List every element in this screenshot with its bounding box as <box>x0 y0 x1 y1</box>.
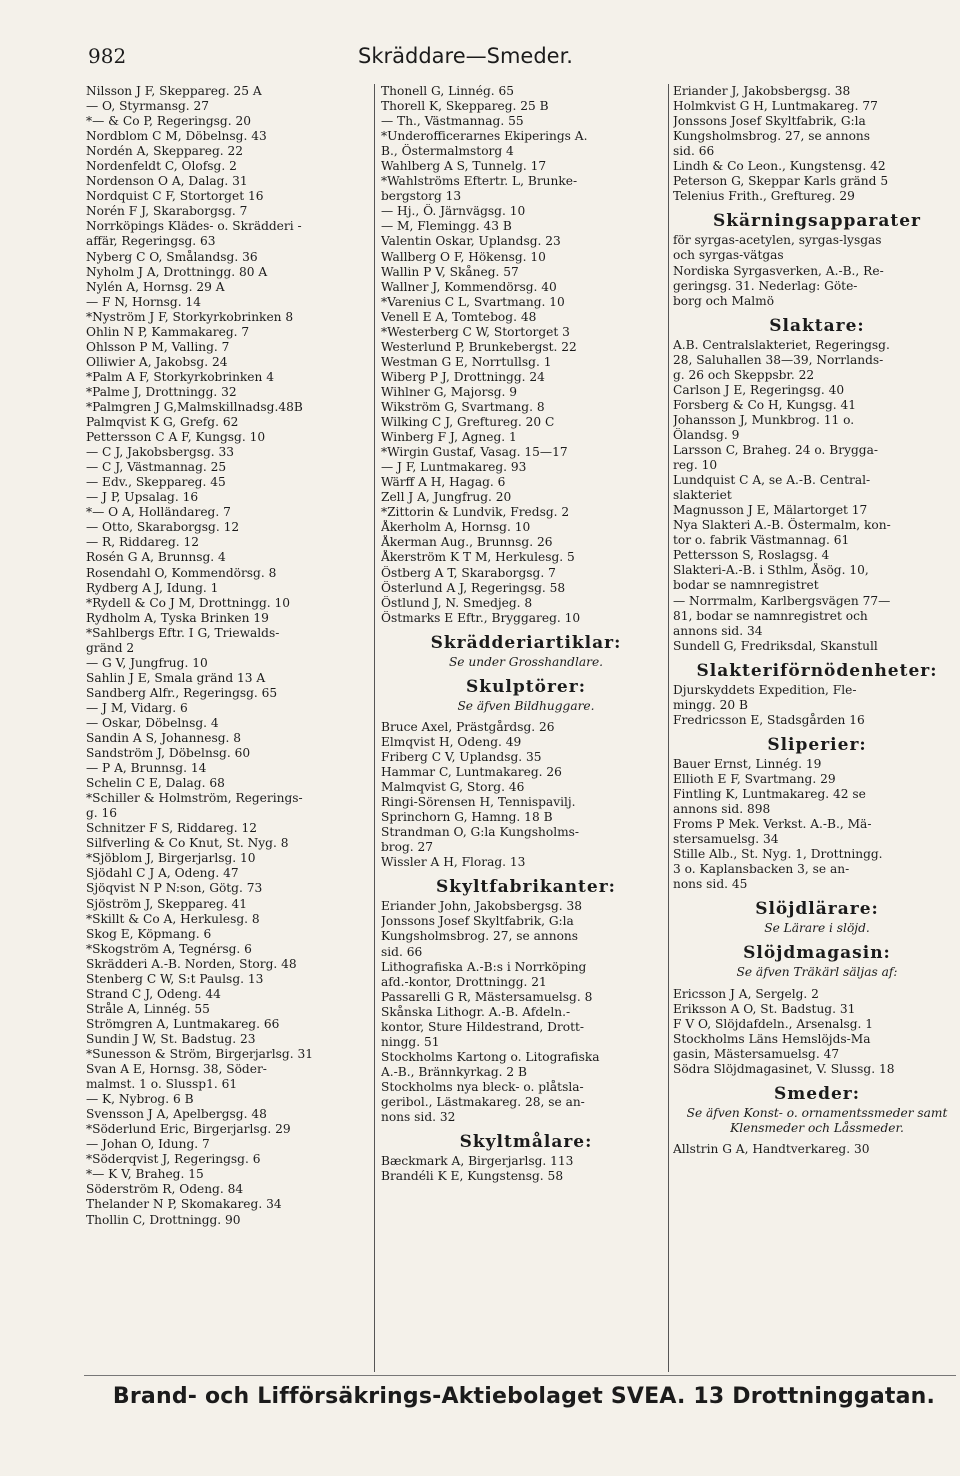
list-item: *Skillt & Co A, Herkulesg. 8 <box>86 911 260 926</box>
directory-list <box>673 1142 960 1157</box>
list-item: Sandberg Alfr., Regeringsg. 65 <box>86 685 278 700</box>
list-item: Ohlsson P M, Valling. 7 <box>86 339 230 354</box>
section-heading: Skulptörer: <box>466 676 586 697</box>
list-item: Stenberg C W, S:t Paulsg. 13 <box>86 971 264 986</box>
column-3 <box>668 84 960 1372</box>
list-item: Palmqvist K G, Grefg. 62 <box>86 415 239 430</box>
list-item: Venell E A, Tomtebog. 48 <box>381 309 537 324</box>
list-item: Nyholm J A, Drottningg. 80 A <box>86 264 268 279</box>
list-item: affär, Regeringsg. 63 <box>86 234 216 249</box>
list-item: Froms P Mek. Verkst. A.-B., Mä- <box>673 817 872 832</box>
list-item: Rosén G A, Brunnsg. 4 <box>86 550 226 565</box>
section-heading: Slakteriförnödenheter: <box>696 660 938 681</box>
list-item: *Zittorin & Lundvik, Fredsg. 2 <box>381 505 570 520</box>
list-item: Söderström R, Odeng. 84 <box>86 1182 244 1197</box>
list-item: Jonssons Josef Skyltfabrik, G:la <box>673 114 866 129</box>
list-item: Sjöqvist N P N:son, Götg. 73 <box>86 881 263 896</box>
list-item: Östmarks E Eftr., Bryggareg. 10 <box>381 610 581 625</box>
list-item: Nordenfeldt C, Olofsg. 2 <box>86 159 237 174</box>
list-item: — O, Styrmansg. 27 <box>86 99 210 114</box>
list-item: Rydberg A J, Idung. 1 <box>86 580 219 595</box>
list-item: Fredricsson E, Stadsgården 16 <box>673 712 865 727</box>
list-item: Skog E, Köpmang. 6 <box>86 926 212 941</box>
list-item: Stockholms Kartong o. Litografiska <box>381 1049 600 1064</box>
directory-list <box>86 84 370 1228</box>
list-item: *Nyström J F, Storkyrkobrinken 8 <box>86 309 294 324</box>
list-item: Elmqvist H, Odeng. 49 <box>381 734 522 749</box>
list-item: Thorell K, Skeppareg. 25 B <box>381 99 549 114</box>
list-item: Nordenson O A, Dalag. 31 <box>86 174 248 189</box>
list-item: — J P, Upsalag. 16 <box>86 490 199 505</box>
list-item: Holmkvist G H, Luntmakareg. 77 <box>673 99 878 114</box>
list-item: — Hj., Ö. Järnvägsg. 10 <box>381 204 526 219</box>
page-number: 982 <box>88 44 127 68</box>
list-item: Strand C J, Odeng. 44 <box>86 986 221 1001</box>
list-item: brog. 27 <box>381 840 434 855</box>
list-item: *Wahlströms Eftertr. L, Brunke- <box>381 174 578 189</box>
directory-list <box>381 84 671 626</box>
list-item: Passarelli G R, Mästersamuelsg. 8 <box>381 989 593 1004</box>
list-item: Wilking C J, Greftureg. 20 C <box>381 415 555 430</box>
section-note: Se under Grosshandlare. <box>448 654 604 669</box>
section-note: Se äfven Konst- o. ornamentssmeder samt Klensmeder och Låssmeder. <box>686 1105 948 1135</box>
list-item: *Palme J, Drottningg. 32 <box>86 384 237 399</box>
list-item: — C J, Jakobsbergsg. 33 <box>86 445 235 460</box>
list-item: — Johan O, Idung. 7 <box>86 1137 210 1152</box>
list-item: Johansson J, Munkbrog. 11 o. <box>673 412 855 427</box>
list-item: Schelin C E, Dalag. 68 <box>86 776 225 791</box>
list-item: Wallner J, Kommendörsg. 40 <box>381 279 557 294</box>
list-item: Magnusson J E, Mälartorget 17 <box>673 503 868 518</box>
list-item: borg och Malmö <box>673 293 775 308</box>
directory-list <box>673 987 960 1077</box>
list-item: Stråle A, Linnég. 55 <box>86 1001 210 1016</box>
list-item: Carlson J E, Regeringsg. 40 <box>673 382 845 397</box>
directory-list <box>381 899 671 1125</box>
list-item: Thollin C, Drottningg. 90 <box>86 1212 241 1227</box>
list-item: Fintling K, Luntmakareg. 42 se <box>673 787 866 802</box>
list-item: tor o. fabrik Västmannag. 61 <box>673 533 850 548</box>
list-item: gasin, Mästersamuelsg. 47 <box>673 1046 840 1061</box>
list-item: Wallberg O F, Hökensg. 10 <box>381 249 546 264</box>
directory-list <box>381 720 671 870</box>
list-item: Östberg A T, Skaraborgsg. 7 <box>381 565 556 580</box>
list-item: Winberg F J, Agneg. 1 <box>381 430 517 445</box>
list-item: Westman G E, Norrtullsg. 1 <box>381 354 552 369</box>
list-item: — C J, Västmannag. 25 <box>86 460 227 475</box>
list-item: Nordquist C F, Stortorget 16 <box>86 189 264 204</box>
list-item: Wahlberg A S, Tunnelg. 17 <box>381 159 547 174</box>
list-item: — J F, Luntmakareg. 93 <box>381 460 527 475</box>
list-item: Lundquist C A, se A.-B. Central- <box>673 473 871 488</box>
footer-advert: Brand- och Lifförsäkrings-Aktiebolaget SVEA. 13 Drottninggatan. <box>112 1384 936 1409</box>
list-item: — P A, Brunnsg. 14 <box>86 761 207 776</box>
list-item: gränd 2 <box>86 640 135 655</box>
list-item: *Westerberg C W, Stortorget 3 <box>381 324 570 339</box>
list-item: nons sid. 32 <box>381 1110 456 1125</box>
list-item: B., Östermalmstorg 4 <box>381 144 514 159</box>
list-item: 3 o. Kaplansbacken 3, se an- <box>673 862 850 877</box>
section-note: Se Lärare i slöjd. <box>764 921 870 936</box>
list-item: stersamuelsg. 34 <box>673 832 779 847</box>
list-item: *Skogström A, Tegnérsg. 6 <box>86 941 252 956</box>
list-item: — Edv., Skeppareg. 45 <box>86 475 226 490</box>
list-item: *Söderqvist J, Regeringsg. 6 <box>86 1152 261 1167</box>
section-heading: Skärningsapparater <box>712 211 922 232</box>
list-item: Ohlin N P, Kammakareg. 7 <box>86 324 250 339</box>
list-item: Strandman O, G:la Kungsholms- <box>381 825 580 840</box>
list-item: *Rydell & Co J M, Drottningg. 10 <box>86 595 291 610</box>
page-header <box>0 0 960 80</box>
directory-list <box>673 233 960 308</box>
list-item: Norrköpings Klädes- o. Skrädderi - <box>86 219 302 234</box>
list-item: sid. 66 <box>673 144 715 159</box>
list-item: A.-B., Brännkyrkag. 2 B <box>381 1064 528 1079</box>
list-item: Bauer Ernst, Linnég. 19 <box>673 756 822 771</box>
list-item: Pettersson S, Roslagsg. 4 <box>673 548 830 563</box>
list-item: Jonssons Josef Skyltfabrik, G:la <box>381 914 574 929</box>
list-item: — Oskar, Döbelnsg. 4 <box>86 715 219 730</box>
list-item: mingg. 20 B <box>673 697 748 712</box>
list-item: Ölandsg. 9 <box>673 427 740 442</box>
directory-list <box>673 338 960 654</box>
list-item: Sprinchorn G, Hamng. 18 B <box>381 810 553 825</box>
list-item: Eriander J, Jakobsbergsg. 38 <box>673 84 851 98</box>
section-heading: Sliperier: <box>767 734 867 755</box>
list-item: Pettersson C A F, Kungsg. 10 <box>86 430 266 445</box>
list-item: Hammar C, Luntmakareg. 26 <box>381 765 562 780</box>
list-item: Skrädderi A.-B. Norden, Storg. 48 <box>86 956 297 971</box>
list-item: A.B. Centralslakteriet, Regeringsg. <box>673 337 890 352</box>
list-item: — G V, Jungfrug. 10 <box>86 655 208 670</box>
list-item: Friberg C V, Uplandsg. 35 <box>381 749 542 764</box>
list-item: Sjödahl C J A, Odeng. 47 <box>86 866 239 881</box>
list-item: och syrgas-vätgas <box>673 248 784 263</box>
list-item: nons sid. 45 <box>673 877 748 892</box>
list-item: Nordiska Syrgasverken, A.-B., Re- <box>673 263 884 278</box>
list-item: Djurskyddets Expedition, Fle- <box>673 682 857 697</box>
list-item: Wissler A H, Florag. 13 <box>381 855 526 870</box>
list-item: Sandin A S, Johannesg. 8 <box>86 731 242 746</box>
list-item: *Schiller & Holmström, Regerings- <box>86 791 303 806</box>
list-item: Stockholms Läns Hemslöjds-Ma <box>673 1031 871 1046</box>
list-item: bergstorg 13 <box>381 189 462 204</box>
list-item: *Wirgin Gustaf, Vasag. 15—17 <box>381 445 568 460</box>
list-item: 81, bodar se namnregistret och <box>673 608 868 623</box>
list-item: annons sid. 34 <box>673 623 763 638</box>
list-item: Sahlin J E, Smala gränd 13 A <box>86 670 266 685</box>
column-1 <box>86 84 370 1228</box>
list-item: Nya Slakteri A.-B. Östermalm, kon- <box>673 518 891 533</box>
section-heading: Skyltmålare: <box>459 1132 593 1153</box>
list-item: — Th., Västmannag. 55 <box>381 114 524 129</box>
list-item: *Palmgren J G,Malmskillnadsg.48B <box>86 399 303 414</box>
list-item: kontor, Sture Hildestrand, Drott- <box>381 1019 584 1034</box>
list-item: Skånska Lithogr. A.-B. Afdeln.- <box>381 1004 571 1019</box>
list-item: Svan A E, Hornsg. 38, Söder- <box>86 1062 267 1077</box>
list-item: g. 26 och Skeppsbr. 22 <box>673 367 815 382</box>
column-2 <box>374 84 671 1372</box>
list-item: geringsg. 31. Nederlag: Göte- <box>673 278 858 293</box>
list-item: Wiberg P J, Drottningg. 24 <box>381 369 545 384</box>
list-item: Sundell G, Fredriksdal, Skanstull <box>673 638 878 653</box>
list-item: Sandström J, Döbelnsg. 60 <box>86 746 251 761</box>
list-item: Nordblom C M, Döbelnsg. 43 <box>86 129 267 144</box>
list-item: Rydholm A, Tyska Brinken 19 <box>86 610 269 625</box>
list-item: *Sahlbergs Eftr. I G, Triewalds- <box>86 625 280 640</box>
directory-list <box>673 84 960 204</box>
list-item: *Palm A F, Storkyrkobrinken 4 <box>86 369 274 384</box>
list-item: afd.-kontor, Drottningg. 21 <box>381 974 547 989</box>
list-item: Thelander N P, Skomakareg. 34 <box>86 1197 282 1212</box>
list-item: Eriksson A O, St. Badstug. 31 <box>673 1001 856 1016</box>
list-item: — Otto, Skaraborgsg. 12 <box>86 520 240 535</box>
list-item: annons sid. 898 <box>673 802 771 817</box>
list-item: Silfverling & Co Knut, St. Nyg. 8 <box>86 836 289 851</box>
list-item: *Underofficerarnes Ekiperings A. <box>381 129 588 144</box>
list-item: Thonell G, Linnég. 65 <box>381 84 515 98</box>
list-item: Svensson J A, Apelbergsg. 48 <box>86 1107 267 1122</box>
list-item: *— & Co P, Regeringsg. 20 <box>86 114 251 129</box>
footer-rule <box>84 1375 956 1376</box>
section-heading: Slöjdmagasin: <box>743 943 891 964</box>
list-item: Malmqvist G, Storg. 46 <box>381 780 525 795</box>
list-item: Bæckmark A, Birgerjarlsg. 113 <box>381 1154 574 1169</box>
section-heading: Slöjdlärare: <box>755 899 879 920</box>
section-heading: Skyltfabrikanter: <box>436 877 616 898</box>
list-item: Zell J A, Jungfrug. 20 <box>381 490 512 505</box>
list-item: Wallin P V, Skåneg. 57 <box>381 264 519 279</box>
list-item: *Söderlund Eric, Birgerjarlsg. 29 <box>86 1122 291 1137</box>
list-item: *— O A, Holländareg. 7 <box>86 505 231 520</box>
list-item: — J M, Vidarg. 6 <box>86 700 188 715</box>
list-item: Österlund A J, Regeringsg. 58 <box>381 580 566 595</box>
list-item: g. 16 <box>86 806 118 821</box>
list-item: Slakteri-A.-B. i Sthlm, Åsög. 10, <box>673 563 869 578</box>
list-item: Sjöström J, Skeppareg. 41 <box>86 896 248 911</box>
list-item: Allstrin G A, Handtverkareg. 30 <box>673 1141 870 1156</box>
list-item: Wihlner G, Majorsg. 9 <box>381 384 518 399</box>
section-heading: Slaktare: <box>769 315 865 336</box>
list-item: Nylén A, Hornsg. 29 A <box>86 279 225 294</box>
list-item: Norén F J, Skaraborgsg. 7 <box>86 204 248 219</box>
list-item: Larsson C, Braheg. 24 o. Brygga- <box>673 443 878 458</box>
list-item: Kungsholmsbrog. 27, se annons <box>673 129 871 144</box>
list-item: Ringi-Sörensen H, Tennispavilj. <box>381 795 576 810</box>
section-heading: Skrädderiartiklar: <box>430 632 622 653</box>
list-item: Wärff A H, Hagag. 6 <box>381 475 506 490</box>
list-item: Södra Slöjdmagasinet, V. Slussg. 18 <box>673 1061 895 1076</box>
list-item: *Sjöblom J, Birgerjarlsg. 10 <box>86 851 256 866</box>
list-item: Lithografiska A.-B:s i Norrköping <box>381 959 587 974</box>
list-item: bodar se namnregistret <box>673 578 819 593</box>
list-item: Brandéli K E, Kungstensg. 58 <box>381 1169 564 1184</box>
list-item: F V O, Slöjdafdeln., Arsenalsg. 1 <box>673 1016 874 1031</box>
section-note: Se äfven Bildhuggare. <box>457 698 595 713</box>
list-item: reg. 10 <box>673 458 718 473</box>
directory-list <box>381 1154 671 1184</box>
list-item: Sundin J W, St. Badstug. 23 <box>86 1031 256 1046</box>
list-item: Åkerman Aug., Brunnsg. 26 <box>381 535 553 550</box>
list-item: Ellioth E F, Svartmang. 29 <box>673 771 836 786</box>
list-item: — F N, Hornsg. 14 <box>86 294 201 309</box>
directory-list <box>673 757 960 892</box>
list-item: — Norrmalm, Karlbergsvägen 77— <box>673 593 891 608</box>
list-item: Olliwier A, Jakobsg. 24 <box>86 354 228 369</box>
list-item: malmst. 1 o. Slussp1. 61 <box>86 1077 238 1092</box>
list-item: Schnitzer F S, Riddareg. 12 <box>86 821 258 836</box>
list-item: Åkerström K T M, Herkulesg. 5 <box>381 550 575 565</box>
list-item: Westerlund P, Brunkebergst. 22 <box>381 339 577 354</box>
list-item: Forsberg & Co H, Kungsg. 41 <box>673 397 857 412</box>
list-item: Kungsholmsbrog. 27, se annons <box>381 929 579 944</box>
list-item: Åkerholm A, Hornsg. 10 <box>381 520 531 535</box>
list-item: Eriander John, Jakobsbergsg. 38 <box>381 899 583 914</box>
list-item: sid. 66 <box>381 944 423 959</box>
section-heading: Smeder: <box>773 1083 860 1104</box>
list-item: ningg. 51 <box>381 1034 440 1049</box>
list-item: — K, Nybrog. 6 B <box>86 1092 194 1107</box>
list-item: — R, Riddareg. 12 <box>86 535 200 550</box>
list-item: geribol., Lästmakareg. 28, se an- <box>381 1095 585 1109</box>
list-item: Stockholms nya bleck- o. plåtsla- <box>381 1079 584 1094</box>
list-item: *Sunesson & Ström, Birgerjarlsg. 31 <box>86 1047 313 1061</box>
list-item: slakteriet <box>673 488 732 503</box>
list-item: Peterson G, Skeppar Karls gränd 5 <box>673 174 889 189</box>
list-item: *— K V, Braheg. 15 <box>86 1167 204 1182</box>
list-item: Strömgren A, Luntmakareg. 66 <box>86 1016 280 1031</box>
list-item: Valentin Oskar, Uplandsg. 23 <box>381 234 561 249</box>
list-item: Bruce Axel, Prästgårdsg. 26 <box>381 719 555 734</box>
running-title: Skräddare—Smeder. <box>358 44 573 68</box>
directory-list <box>673 683 960 728</box>
list-item: Stille Alb., St. Nyg. 1, Drottningg. <box>673 847 883 862</box>
list-item: 28, Saluhallen 38—39, Norrlands- <box>673 352 884 367</box>
list-item: Telenius Frith., Greftureg. 29 <box>673 189 855 204</box>
section-note: Se äfven Träkärl säljas af: <box>736 965 898 980</box>
list-item: *Varenius C L, Svartmang. 10 <box>381 294 565 309</box>
list-item: — M, Flemingg. 43 B <box>381 219 512 234</box>
list-item: Östlund J, N. Smedjeg. 8 <box>381 595 533 610</box>
list-item: Nilsson J F, Skeppareg. 25 A <box>86 84 262 98</box>
list-item: Lindh & Co Leon., Kungstensg. 42 <box>673 159 886 174</box>
list-item: Nyberg C O, Smålandsg. 36 <box>86 249 258 264</box>
list-item: för syrgas-acetylen, syrgas-lysgas <box>673 233 882 248</box>
list-item: Nordén A, Skeppareg. 22 <box>86 144 244 159</box>
list-item: Rosendahl O, Kommendörsg. 8 <box>86 565 277 580</box>
list-item: Wikström G, Svartmang. 8 <box>381 399 545 414</box>
list-item: Ericsson J A, Sergelg. 2 <box>673 986 819 1001</box>
